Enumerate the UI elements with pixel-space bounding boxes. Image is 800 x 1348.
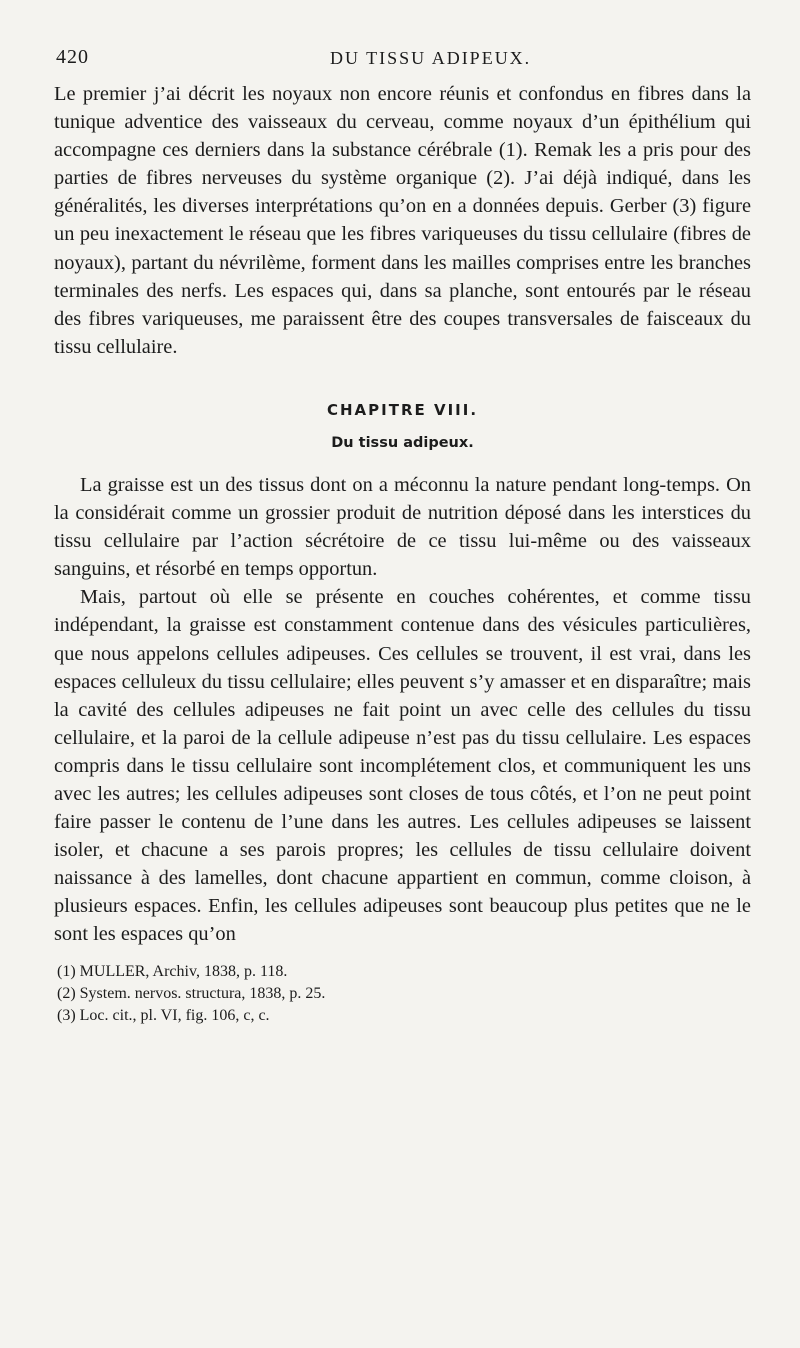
chapter-title: CHAPITRE VIII. [326, 400, 479, 419]
footnote: (2) System. nervos. structura, 1838, p. 25. [57, 984, 326, 1002]
chapter-subtitle: Du tissu adipeux. [331, 434, 474, 451]
running-title: DU TISSU ADIPEUX. [330, 48, 532, 68]
footnote: (1) MULLER, Archiv, 1838, p. 118. [57, 962, 288, 980]
paragraph-3: Mais, partout où elle se présente en couches cohérentes, et comme tissu indépendant, la graisse est constamment contenue dans des vésicules particulières, que nous appelons cellules adipeuses. Ces cellules se trouvent, il est vrai, dans les espaces celluleux du tissu cellulaire; elles peuvent s’y amasser et en disparaître; mais la cavité des cellules adipeuses ne fait point un avec celle des cellules du tissu cellulaire, et la paroi de la cellule adipeuse n’est pas du tissu cellulaire. Les espaces compris dans le tissu cellulaire sont incomplétement clos, et communiquent les uns avec les autres; les cellules adipeuses sont closes de tous côtés, et l’on ne peut point faire passer le contenu de l’une dans les autres. Les cellules adipeuses se laissent isoler, et chacune a ses parois propres; les cellules de tissu cellulaire doivent naissance à des lamelles, dont chacune appartient en commun, comme cloison, à plusieurs espaces. Enfin, les cellules adipeuses sont beaucoup plus petites que ne le sont les espaces qu’on [54, 586, 751, 946]
page-number: 420 [56, 46, 89, 68]
running-head [54, 46, 751, 80]
footnotes [54, 961, 751, 1027]
paragraph-1: Le premier j’ai décrit les noyaux non encore réunis et confondus en fibres dans la tunique adventice des vaisseaux du cerveau, comme noyaux d’un épithélium qui accompagne ces derniers dans la substance cérébrale (1). Remak les a pris pour des parties de fibres nerveuses du système organique (2). J’ai déjà indiqué, dans les généralités, les diverses interprétations qu’on en a données depuis. Gerber (3) figure un peu inexactement le réseau que les fibres variqueuses du tissu cellulaire (fibres de noyaux), partant du névrilème, forment dans les mailles comprises entre les branches terminales des nerfs. Les espaces qui, dans sa planche, sont entourés par le réseau des fibres variqueuses, me paraissent être des coupes transversales de faisceaux du tissu cellulaire. [54, 83, 751, 358]
book-page [54, 46, 751, 1027]
paragraph-2: La graisse est un des tissus dont on a méconnu la nature pendant long-temps. On la considérait comme un grossier produit de nutrition déposé dans les interstices du tissu cellulaire par l’action sécrétoire de ce tissu lui-même ou des vaisseaux sanguins, et résorbé en temps opportun. [54, 473, 751, 581]
footnote: (3) Loc. cit., pl. VI, fig. 106, c, c. [57, 1006, 270, 1024]
